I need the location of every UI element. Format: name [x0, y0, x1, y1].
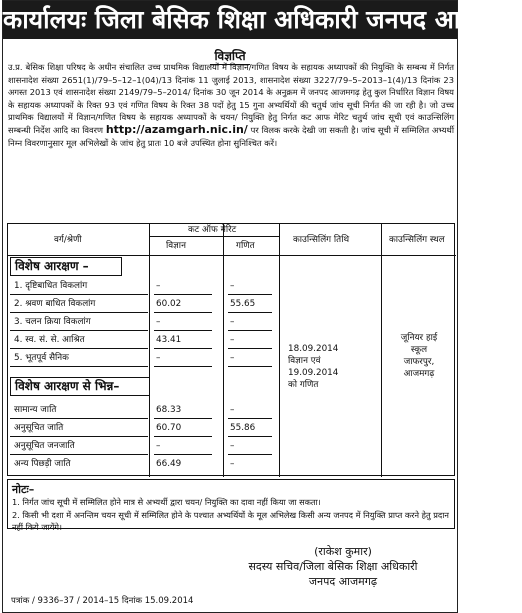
notice-body [8, 61, 454, 149]
notice-body-text-after: पर विलक करके देखी जा सकती है। जांच सूची में सम्मिलित अभ्यर्थी निम्न विवरणानुसार मूल अभिलेखों के जांच हेतु प्रातः 10 बजे उपस्थित होना सुनिश्चित करें। [8, 124, 455, 148]
notes-box [7, 479, 455, 532]
row-underline [228, 312, 272, 313]
row-underline [228, 436, 272, 437]
row-underline [228, 418, 272, 419]
office-header: कार्यालयः जिला बेसिक शिक्षा अधिकारी जनपद आजमगढ़ [3, 1, 457, 39]
row-underline [10, 366, 148, 367]
signatory-place: जनपद आजमगढ़ [308, 575, 378, 588]
row-science: 68.33 [156, 405, 182, 415]
counselling-place-line: जाफरपुर, [403, 357, 435, 367]
row-science: – [156, 441, 161, 451]
row-underline [154, 348, 212, 349]
row-science: – [156, 281, 161, 291]
section-special-reservation: विशेष आरक्षण – [10, 257, 122, 276]
row-underline [154, 366, 212, 367]
row-math: – [230, 335, 235, 345]
row-underline [10, 294, 148, 295]
header-divider [149, 236, 279, 237]
row-underline [154, 294, 212, 295]
reference-number: पत्रांक / 9336–37 / 2014–15 दिनांक 15.09.2014 [11, 596, 194, 606]
header-science: विज्ञान [166, 241, 186, 251]
counselling-date-line: विज्ञान एवं [288, 356, 321, 366]
counselling-date-line: को गणित [288, 380, 319, 390]
row-underline [228, 454, 272, 455]
row-label: अन्य पिछड़ी जाति [14, 459, 71, 469]
signatory-designation: सदस्य सचिव/जिला बेसिक शिक्षा अधिकारी [248, 560, 418, 573]
header-counselling-date: काउन्सिलिंग तिथि [293, 235, 350, 245]
signatory-name: (राकेश कुमार) [314, 545, 372, 558]
section-other-than-special: विशेष आरक्षण से भिन्न– [10, 377, 150, 396]
header-divider [8, 255, 456, 256]
row-science: – [156, 353, 161, 363]
row-label: 3. चलन क्रिया विकलांग [14, 317, 91, 327]
counselling-date-line: 19.09.2014 [288, 368, 339, 378]
notes-title: नोटः– [12, 483, 35, 496]
row-label: 2. श्रवण बाधित विकलांग [14, 299, 96, 309]
notice-title: विज्ञप्ति [210, 47, 249, 65]
header-category: वर्ग/श्रेणी [54, 235, 82, 245]
note-item: 1. निर्गत जांच सूची में सम्मिलित होने मात्र से अभ्यर्थी द्वारा चयन/ नियुक्ति का दावा नहीं किया जा सकता। [12, 497, 321, 507]
counselling-place-line: आजमगढ़ [403, 369, 435, 379]
row-math: 55.65 [230, 299, 256, 309]
notice-body-text: उ.प्र. बेसिक शिक्षा परिषद के अधीन संचालित उच्च प्राथमिक विद्यालयों में विज्ञान/गणित विषय के सहायक अध्यापकों की नियुक्ति के सम्बन्ध में निर्गत शासनादेश संख्या 2651(1)/79–5–12–1(04)/13 दिनांक 11 जुलाई 2013, शासनादेश संख्या 3227/79–5–2013–1(4)/13 दिनांक 23 अगस्त 2013 एवं शासनादेश संख्या 2149/79–5–2014/ दिनांक 30 जून 2014 के अनुक्रम में जनपद आजमगढ़ हेतु कुल निर्धारित विज्ञान विषय के सहायक अध्यापकों के रिक्त 93 एवं गणित विषय के रिक्त 38 पदों हेतु 15 गुना अभ्यर्थियों की चतुर्थ जांच सूची निर्गत की जा रही है। जो उच्च प्राथमिक विद्यालयों में विज्ञान/गणित विषय के सहायक अध्यापकों के चयन/ नियुक्ति हेतु निर्गत कट आफ मेरिट चतुर्थ जांच सूची एवं काउन्सिलिंग सम्बन्धी निर्देश आदि का विवरण [8, 62, 454, 135]
counselling-place-line: जूनियर हाई [400, 333, 438, 343]
header-math: गणित [236, 241, 255, 251]
row-math: – [230, 281, 235, 291]
row-underline [228, 330, 272, 331]
row-underline [154, 330, 212, 331]
row-underline [10, 418, 148, 419]
row-science: 43.41 [156, 335, 182, 345]
note-item: 2. किसी भी दशा में अनन्तिम चयन सूची में सम्मिलित होने के पश्चात अभ्यर्थियों के मूल अभिलेख किसी अन्य जनपद में नियुक्ति प्राप्त करने हेतु प्रदान नहीं किये जायेंगे। [12, 510, 449, 532]
row-underline [154, 454, 212, 455]
row-underline [154, 418, 212, 419]
row-underline [154, 436, 212, 437]
row-underline [228, 348, 272, 349]
row-underline [228, 366, 272, 367]
row-science: 60.02 [156, 299, 182, 309]
row-math: – [230, 405, 235, 415]
row-underline [10, 312, 148, 313]
row-math: – [230, 441, 235, 451]
col-divider [149, 224, 150, 477]
header-counselling-place: काउन्सिलिंग स्थल [389, 235, 445, 245]
row-science: 60.70 [156, 423, 182, 433]
row-underline [154, 312, 212, 313]
col-divider [279, 224, 280, 477]
row-math: – [230, 317, 235, 327]
row-science: – [156, 317, 161, 327]
row-math: – [230, 459, 235, 469]
row-label: 4. स्व. सं. से. आश्रित [14, 335, 85, 345]
row-math: – [230, 353, 235, 363]
notice-page [2, 0, 522, 613]
row-underline [228, 294, 272, 295]
row-underline [10, 436, 148, 437]
row-label: अनुसूचित जनजाति [14, 441, 75, 451]
website-link[interactable]: http://azamgarh.nic.in/ [105, 122, 248, 136]
row-math: 55.86 [230, 423, 256, 433]
counselling-date-line: 18.09.2014 [288, 344, 339, 354]
row-underline [10, 330, 148, 331]
row-label: 5. भूतपूर्व सैनिक [14, 353, 69, 363]
col-divider [223, 224, 224, 477]
row-label: 1. दृष्टिबाधित विकलांग [14, 281, 88, 291]
cutoff-table [7, 223, 455, 476]
row-underline [10, 454, 148, 455]
header-cutoff: कट ऑफ मेरिट [188, 225, 237, 235]
row-label: सामान्य जाति [14, 405, 57, 415]
row-underline [10, 348, 148, 349]
counselling-place-line: स्कूल [410, 345, 428, 355]
row-science: 66.49 [156, 459, 182, 469]
row-label: अनुसूचित जाति [14, 423, 64, 433]
